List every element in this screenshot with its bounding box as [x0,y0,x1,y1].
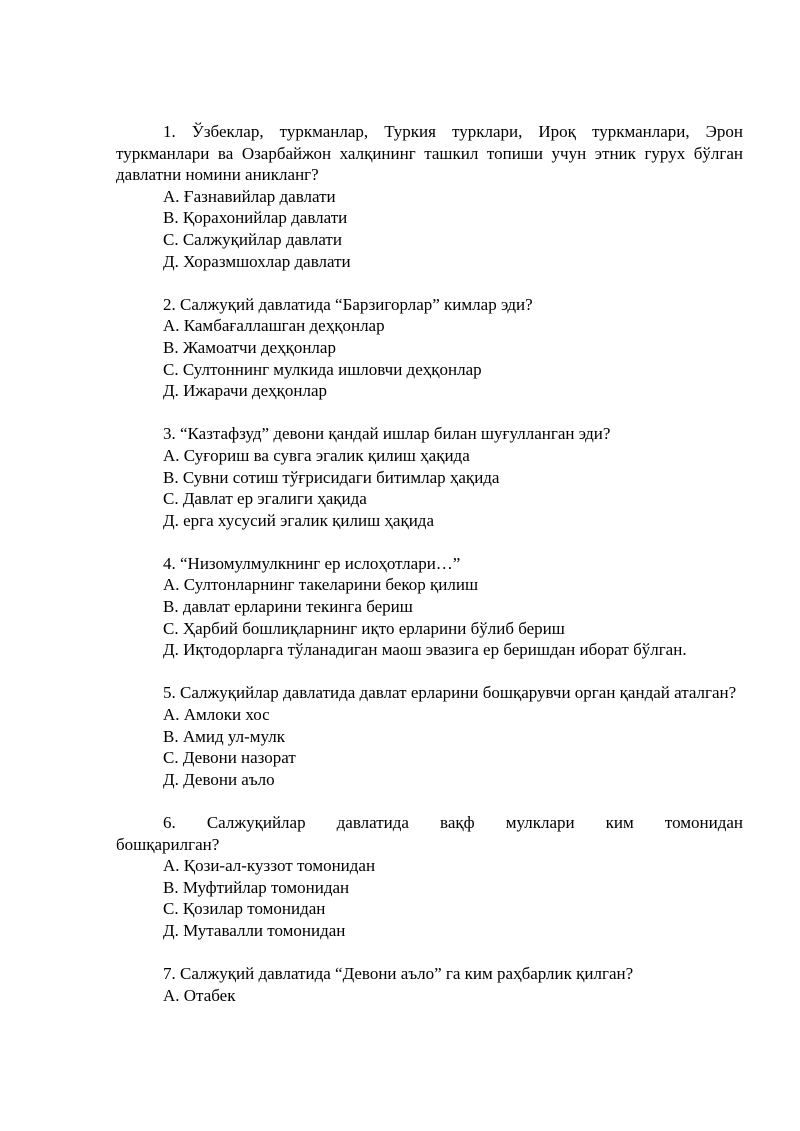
question-text: 3. “Казтафзуд” девони қандай ишлар билан шуғулланган эди? [163,424,611,444]
question-6 [116,812,743,942]
question-4 [116,553,743,661]
answer-option-d: Д. Иқтодорларга тўланадиган маош эвазига ер беришдан иборат бўлган. [163,640,687,660]
answer-option-a: А. Камбағаллашган деҳқонлар [163,316,385,336]
answer-option-c: С. Девони назорат [163,748,296,768]
answer-option-a: А. Қози-ал-куззот томонидан [163,856,376,876]
question-text: 2. Салжуқий давлатида “Барзигорлар” кимлар эди? [163,294,533,314]
answer-option-c: С. Салжуқийлар давлати [163,229,342,249]
answer-option-b: В. Муфтийлар томонидан [163,877,350,897]
question-2 [116,294,743,402]
answer-option-b: В. давлат ерларини текинга бериш [163,597,413,617]
question-text-line-2: бошқарилган? [116,834,220,854]
answer-option-b: В. Қорахонийлар давлати [163,208,348,228]
question-text: 5. Салжуқийлар давлатида давлат ерларини бошқарувчи орган қандай аталган? [163,683,737,703]
answer-option-c: С. Ҳарбий бошлиқларнинг иқто ерларини бўлиб бериш [163,618,565,638]
question-3 [116,423,743,531]
question-7 [116,963,743,1006]
question-text: 7. Салжуқий давлатида “Девони аъло” га ким раҳбарлик қилган? [163,964,634,984]
answer-option-b: В. Сувни сотиш тўғрисидаги битимлар ҳақида [163,467,500,487]
answer-option-d: Д. Ижарачи деҳқонлар [163,381,328,401]
answer-option-d: Д. ерга хусусий эгалик қилиш ҳақида [163,510,435,530]
answer-option-b: В. Амид ул-мулк [163,726,286,746]
question-text-line-1: 6. Салжуқийлар давлатида вақф мулклари ким томонидан [163,813,743,832]
question-text: 4. “Низомулмулкнинг ер ислоҳотлари…” [163,553,461,573]
answer-option-a: А. Султонларнинг такеларини бекор қилиш [163,575,479,595]
answer-option-a: А. Суғориш ва сувга эгалик қилиш ҳақида [163,445,470,465]
answer-option-c: С. Давлат ер эгалиги ҳақида [163,489,367,509]
question-text: 1. Ўзбеклар, туркманлар, Туркия турклари, Ироқ туркманлари, Эрон туркманлари ва Озарбайжон халқининг ташкил топиши учун этник гурух бўлган давлатни номини аникланг? [116,122,743,185]
answer-option-a: А. Амлоки хос [163,705,270,725]
answer-option-a: А. Ғазнавийлар давлати [163,186,336,206]
question-1 [116,121,743,272]
document-content [116,121,743,1028]
answer-option-d: Д. Хоразмшохлар давлати [163,251,351,271]
answer-option-d: Д. Мутавалли томонидан [163,920,346,940]
question-5 [116,682,743,790]
answer-option-d: Д. Девони аъло [163,769,275,789]
answer-option-c: С. Султоннинг мулкида ишловчи деҳқонлар [163,359,482,379]
answer-option-a: А. Отабек [163,985,236,1005]
answer-option-b: В. Жамоатчи деҳқонлар [163,337,336,357]
answer-option-c: С. Қозилар томонидан [163,899,326,919]
